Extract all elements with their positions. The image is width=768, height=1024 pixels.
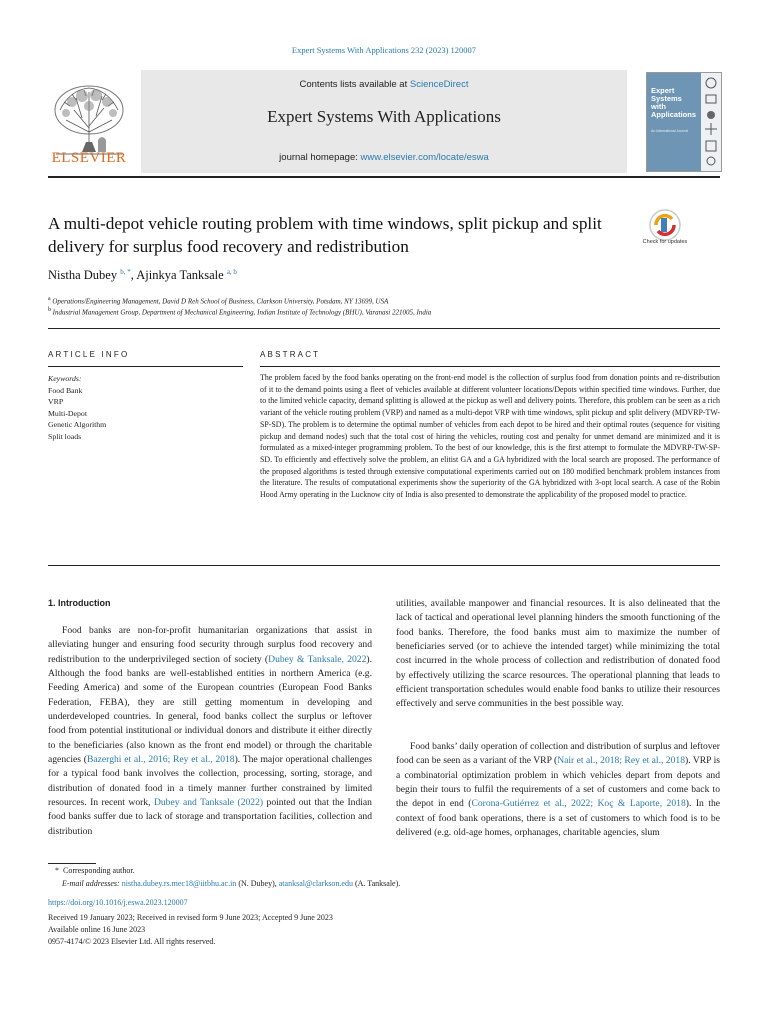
- email-owner: (A. Tanksale).: [352, 879, 401, 888]
- text-run: ). In the context of food bank operations, there is a set of customers to which food is to be delivered (e.g. old-age homes, orphanages, charitable agencies, slum: [396, 798, 720, 839]
- received-dates: Received 19 January 2023; Received in revised form 9 June 2023; Accepted 9 June 2023: [48, 913, 333, 922]
- affiliation-b: [48, 307, 431, 316]
- contents-line: [141, 79, 627, 90]
- sciencedirect-link[interactable]: ScienceDirect: [409, 79, 469, 90]
- affiliation-rule: [48, 328, 720, 329]
- keyword-item: Split loads: [48, 431, 82, 441]
- homepage-link[interactable]: www.elsevier.com/locate/eswa: [360, 152, 489, 163]
- keyword-item: VRP: [48, 397, 64, 407]
- text-run: Food banks are non-for-profit humanitarian organizations that assist in alleviating hunger and ensuring food security through surplus food recovery and redistribution to the underprivileged section of society (: [48, 625, 372, 665]
- affil-text: Industrial Management Group, Department of Mechanical Engineering, Indian Institute of Technology (BHU), Varanasi 221005, India: [52, 308, 432, 317]
- email-link[interactable]: atanksal@clarkson.edu: [278, 879, 353, 888]
- check-for-updates-label: Check for updates: [642, 239, 688, 245]
- header-rule: [48, 176, 720, 178]
- abstract-heading: ABSTRACT: [260, 350, 321, 359]
- citation-link[interactable]: Dubey & Tanksale, 2022: [268, 653, 367, 665]
- email-link[interactable]: nistha.dubey.rs.mec18@iitbhu.ac.in: [121, 879, 237, 888]
- author-list: Nistha Dubey $^{b, *}$, Ajinkya Tanksale $^{a, b}$: [48, 268, 237, 283]
- email-note: [62, 879, 400, 888]
- running-head[interactable]: Expert Systems With Applications 232 (2023) 120007: [291, 45, 477, 55]
- affil-mark: b: [48, 307, 51, 313]
- cover-icon-strip: [701, 73, 721, 171]
- introduction-heading: 1. Introduction: [48, 598, 111, 608]
- homepage-prefix: journal homepage:: [279, 152, 361, 163]
- contents-prefix: Contents lists available at: [299, 79, 410, 90]
- author-affil-mark[interactable]: b, *: [120, 268, 131, 276]
- affil-mark: a: [48, 296, 51, 302]
- affil-text: Operations/Engineering Management, David D Reh School of Business, Clarkson University, Potsdam, NY 13699, USA: [52, 297, 389, 306]
- text-run: Food banks’ daily operation of collection and distribution of surplus and leftover food can be seen as a variant of the VRP (: [396, 741, 720, 767]
- footnote-mark: *: [55, 866, 59, 875]
- affiliation-a: [48, 296, 388, 305]
- abstract-rule: [260, 366, 720, 367]
- citation-link[interactable]: Corona-Gutiérrez et al., 2022; Koç & Laporte, 2018: [471, 798, 686, 810]
- author-name[interactable]: Nistha Dubey: [48, 268, 118, 283]
- text-run: ). The major operational challenges for a typical food bank involves the collection, processing, sorting, storage, and distribution of donated food in a timely manner further constrained by limited resources. In recent work,: [48, 754, 373, 809]
- text-run: ). Although the food banks are well-established entities in northern America (e.g. Feeding America) and some of the European countries (European Food Banks Federation, FEBA), they are still getting momentum in developing and underdeveloped countries. In general, food banks collect the surplus or leftover food from potential institutional or individual donors and distribute it either directly to the beneficiaries (also known as the front end model) or through the charitable agencies (: [48, 653, 372, 766]
- citation-link[interactable]: Bazerghi et al., 2016; Rey et al., 2018: [87, 754, 235, 766]
- cover-pattern-icon: [701, 73, 721, 171]
- paper-title: A multi-depot vehicle routing problem with time windows, split pickup and split delivery for surplus food recovery and redistribution: [48, 214, 602, 256]
- article-info-heading: ARTICLE INFO: [48, 350, 130, 359]
- footnote-text: Corresponding author.: [63, 866, 135, 875]
- intro-paragraph-left: [48, 624, 372, 839]
- keywords-label: Keywords:: [48, 374, 82, 383]
- cover-title: Expert Systems with Applications: [651, 86, 697, 119]
- homepage-line: [141, 152, 627, 163]
- check-for-updates-icon[interactable]: [648, 208, 682, 242]
- email-owner: (N. Dubey),: [236, 879, 279, 888]
- keyword-item: Food Bank: [48, 385, 83, 395]
- journal-name: Expert Systems With Applications: [267, 107, 501, 126]
- corresponding-author-note: [55, 866, 135, 875]
- citation-link[interactable]: Dubey and Tanksale (2022): [153, 797, 264, 809]
- publisher-name: ELSEVIER: [51, 150, 127, 166]
- online-date: Available online 16 June 2023: [48, 925, 146, 934]
- cover-subtitle: An International Journal: [651, 129, 688, 133]
- copyright-line: 0957-4174/© 2023 Elsevier Ltd. All rights reserved.: [48, 937, 216, 946]
- abstract-text: The problem faced by the food banks operating on the front-end model is the collection of surplus food from donation points and re-distribution of it to the demand points using a fleet of vehicles available at different volunteer locations/Depots within specified time windows. Further, due to the limited vehicle capacity, demand splitting is allowed at the pickup as well and delivery points. Therefore, this problem can be seen as a rich variant of the vehicle routing problem (VRP) and named as a multi-depot VRP with time windows, split pickup and split delivery (MDVRP-TW-SP-SD). The problem is to determine the optimal number of vehicles from each depot to be hired and their optimal routes (sequence for visiting pickup and demand nodes) such that the total cost of hiring the vehicles, routing cost and penalty for unmet demand are minimized and it is formulated as a mixed-integer programming problem. To the best of our knowledge, this is the first attempt to formulate the MDVRP-TW-SP-SD. To efficiently and effectively solve the problem, an elitist GA and a GA hybridized with the local search are proposed. The performance of the proposed algorithms is tested through extensive computational experiments carried out on 180 modified benchmark problem instances from the literature. The results of computational experiments show the superiority of the GA hybridized with 3-opt local search. A case of the Robin Hood Army operating in the Lucknow city of India is also presented to demonstrate the applicability of the proposed model to practice.: [260, 373, 720, 500]
- footnote-rule: [48, 863, 96, 864]
- journal-cover[interactable]: [646, 72, 722, 172]
- author-name[interactable]: Ajinkya Tanksale: [136, 268, 224, 283]
- keyword-item: Multi-Depot: [48, 408, 87, 418]
- keyword-item: Genetic Algorithm: [48, 420, 107, 430]
- author-affil-mark[interactable]: a, b: [226, 268, 237, 276]
- keywords-block: [48, 373, 106, 443]
- abstract-bottom-rule: [48, 565, 720, 566]
- article-info-rule: [48, 366, 243, 367]
- intro-paragraph-right-2: [396, 740, 720, 840]
- citation-link[interactable]: Nair et al., 2018; Rey et al., 2018: [557, 755, 685, 767]
- text-run: pointed out that the Indian food banks suffer due to lack of storage and transportation facilities, collection and distribution: [48, 797, 372, 837]
- email-label: E-mail addresses:: [62, 879, 122, 888]
- intro-paragraph-right-1: utilities, available manpower and financial resources. It is also delineated that the lack of tactical and operational level planning hinders the smooth functioning of the food banks. Therefore, the food banks must aim to maximize the number of beneficiaries served (or to achieve the intended target) while minimizing the total cost incurred in the whole process of collection and redistribution of donated food by effectively utilizing the scarce resources. The operational planning that leads to efficient transportation schedules would enable food banks to utilize their resources effectively and serve communities in the best possible way.: [396, 598, 720, 710]
- text-run: ). VRP is a combinatorial optimization problem in which vehicles depart from depots and begin their tours to fulfil the requirements of a set of customers and come back to the depot in end (: [396, 755, 720, 810]
- doi-link[interactable]: https://doi.org/10.1016/j.eswa.2023.120007: [48, 898, 188, 907]
